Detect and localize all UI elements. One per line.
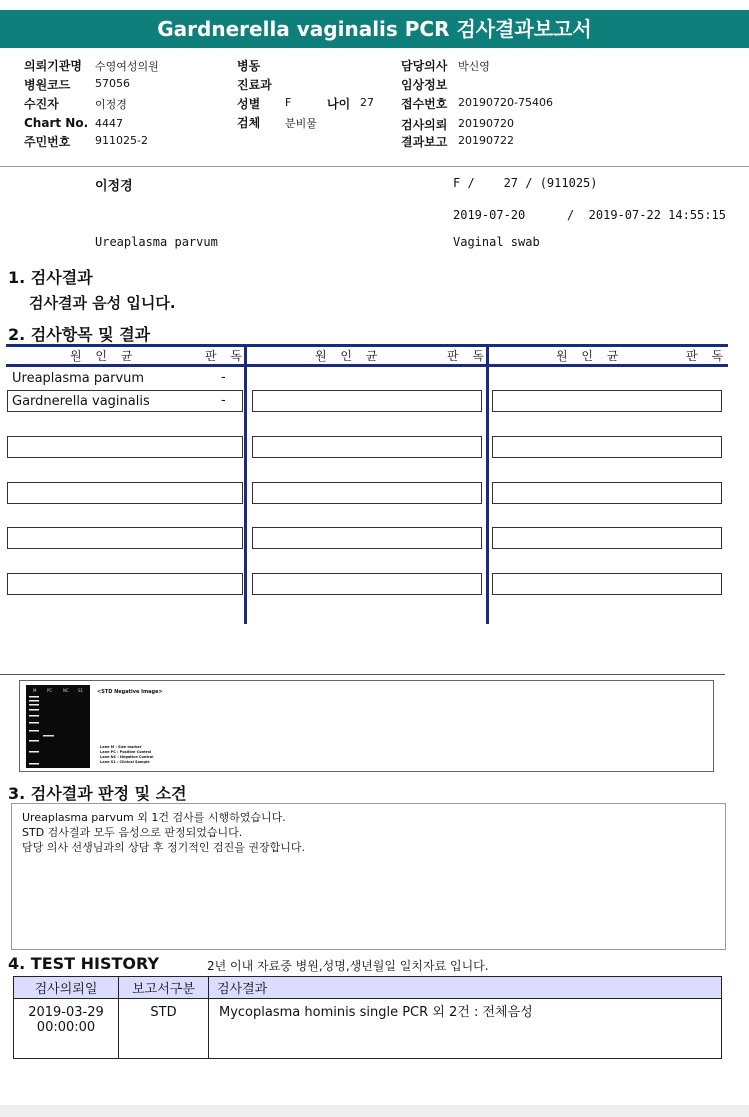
info-name: 이정경	[95, 179, 133, 194]
label-chart-no: Chart No.	[24, 116, 89, 130]
value-specimen-type: 분비물	[285, 117, 317, 130]
result-cell	[252, 390, 482, 412]
grid-divider-1	[244, 344, 247, 624]
value-sex: F	[285, 96, 292, 109]
value-institution: 수영여성의원	[95, 60, 159, 73]
label-report-date: 결과보고	[401, 135, 448, 149]
gel-bands	[26, 685, 90, 768]
lane-label: NC	[63, 688, 69, 693]
value-age: 27	[360, 96, 374, 109]
col-header-name-3: 원 인 균	[556, 349, 624, 363]
marker-band	[29, 740, 39, 742]
result-cell	[7, 436, 243, 458]
result-cell	[492, 390, 722, 412]
marker-band	[29, 700, 39, 702]
gel-image	[26, 685, 90, 768]
footer-bar	[0, 1105, 749, 1117]
info-specimen: Vaginal swab	[453, 235, 540, 249]
grid-divider-2	[486, 344, 489, 624]
findings-box	[11, 803, 726, 950]
history-time: 00:00:00	[36, 1020, 96, 1035]
result-cell	[252, 436, 482, 458]
row-result-1: -	[221, 370, 226, 385]
section1-title: 1. 검사결과	[8, 268, 93, 287]
info-report-datetime: / 2019-07-22 14:55:15	[567, 208, 726, 222]
marker-band	[29, 704, 39, 706]
history-col-date: 검사의뢰일	[14, 977, 119, 999]
label-resident-no: 주민번호	[24, 135, 71, 149]
col-header-name-1: 원 인 균	[70, 349, 138, 363]
label-age: 나이	[327, 97, 351, 111]
header-divider	[0, 166, 749, 167]
lane-label: PC	[47, 688, 53, 693]
value-request-date: 20190720	[458, 117, 514, 130]
result-cell	[7, 482, 243, 504]
history-table	[13, 976, 722, 1059]
label-hospital-code: 병원코드	[24, 78, 71, 92]
label-department: 진료과	[237, 78, 272, 92]
report-title: Gardnerella vaginalis PCR 검사결과보고서	[0, 10, 749, 48]
value-patient: 이정경	[95, 98, 127, 111]
value-chart-no: 4447	[95, 117, 123, 130]
section4-title: 4. TEST HISTORY	[8, 954, 160, 973]
col-header-result-2: 판 독	[447, 349, 489, 363]
label-request-date: 검사의뢰	[401, 118, 448, 132]
info-test: Ureaplasma parvum	[95, 235, 218, 249]
label-doctor: 담당의사	[401, 59, 448, 73]
result-cell	[7, 573, 243, 595]
marker-band	[29, 730, 39, 732]
value-doctor: 박신영	[458, 60, 490, 73]
info-request-date: 2019-07-20	[453, 208, 526, 222]
col-header-name-2: 원 인 균	[315, 349, 383, 363]
label-sex: 성별	[237, 97, 261, 111]
history-result: Mycoplasma hominis single PCR 외 2건 : 전체음성	[209, 999, 722, 1059]
value-receipt-no: 20190720-75406	[458, 96, 553, 109]
history-date: 2019-03-29	[28, 1005, 104, 1020]
col-header-result-3: 판 독	[686, 349, 728, 363]
marker-band	[29, 715, 39, 717]
result-cell	[252, 527, 482, 549]
marker-band	[29, 696, 39, 698]
history-note: 2년 이내 자료중 병원,성명,생년월일 일치자료 입니다.	[207, 959, 489, 973]
findings-line: STD 검사결과 모두 음성으로 판정되었습니다.	[22, 826, 243, 839]
section1-result: 검사결과 음성 입니다.	[29, 294, 176, 312]
marker-band	[29, 722, 39, 724]
gel-legend-item: Lane S1 : Clinical Sample	[100, 760, 150, 764]
value-hospital-code: 57056	[95, 77, 130, 90]
findings-line: Ureaplasma parvum 외 1건 검사를 시행하였습니다.	[22, 811, 286, 824]
lane-label: M	[33, 688, 37, 693]
history-date-cell	[14, 999, 119, 1059]
label-receipt-no: 접수번호	[401, 97, 448, 111]
grid-header-rule	[6, 364, 728, 367]
history-col-type: 보고서구분	[119, 977, 209, 999]
marker-band	[29, 709, 39, 711]
value-report-date: 20190722	[458, 134, 514, 147]
history-type: STD	[119, 999, 209, 1059]
section3-title: 3. 검사결과 판정 및 소견	[8, 784, 187, 803]
row-name-2: Gardnerella vaginalis	[12, 394, 150, 409]
result-cell	[492, 436, 722, 458]
gel-legend-item: Lane NC : Negative Control	[100, 755, 154, 759]
gel-legend-item: Lane PC : Positive Control	[100, 750, 152, 754]
gel-legend	[100, 745, 153, 765]
result-cell	[492, 482, 722, 504]
gel-legend-item: Lane M : Size marker	[100, 745, 142, 749]
history-col-result: 검사결과	[209, 977, 722, 999]
value-resident-no: 911025-2	[95, 134, 148, 147]
section2-title: 2. 검사항목 및 결과	[8, 325, 151, 344]
result-cell	[252, 573, 482, 595]
gel-caption: <STD Negative Image>	[97, 689, 163, 695]
lane-label: S1	[78, 688, 84, 693]
positive-band	[43, 735, 54, 737]
result-cell	[7, 527, 243, 549]
findings-line: 담당 의사 선생님과의 상담 후 정기적인 검진을 권장합니다.	[22, 841, 305, 854]
label-institution: 의뢰기관명	[24, 59, 82, 73]
row-name-1: Ureaplasma parvum	[12, 371, 145, 386]
row-result-2: -	[221, 393, 226, 408]
marker-band	[29, 763, 39, 765]
label-patient: 수진자	[24, 97, 59, 111]
table-row	[14, 999, 722, 1059]
label-ward: 병동	[237, 59, 261, 73]
info-sex-age: F / 27 / (911025)	[453, 176, 598, 190]
marker-band	[29, 751, 39, 753]
label-specimen-type: 검체	[237, 116, 261, 130]
col-header-result-1: 판 독	[205, 349, 247, 363]
gel-divider	[0, 674, 725, 675]
history-header-row	[14, 977, 722, 999]
result-cell	[492, 573, 722, 595]
label-clinical-info: 임상정보	[401, 78, 448, 92]
result-cell	[252, 482, 482, 504]
result-cell	[492, 527, 722, 549]
gel-panel	[19, 680, 714, 772]
